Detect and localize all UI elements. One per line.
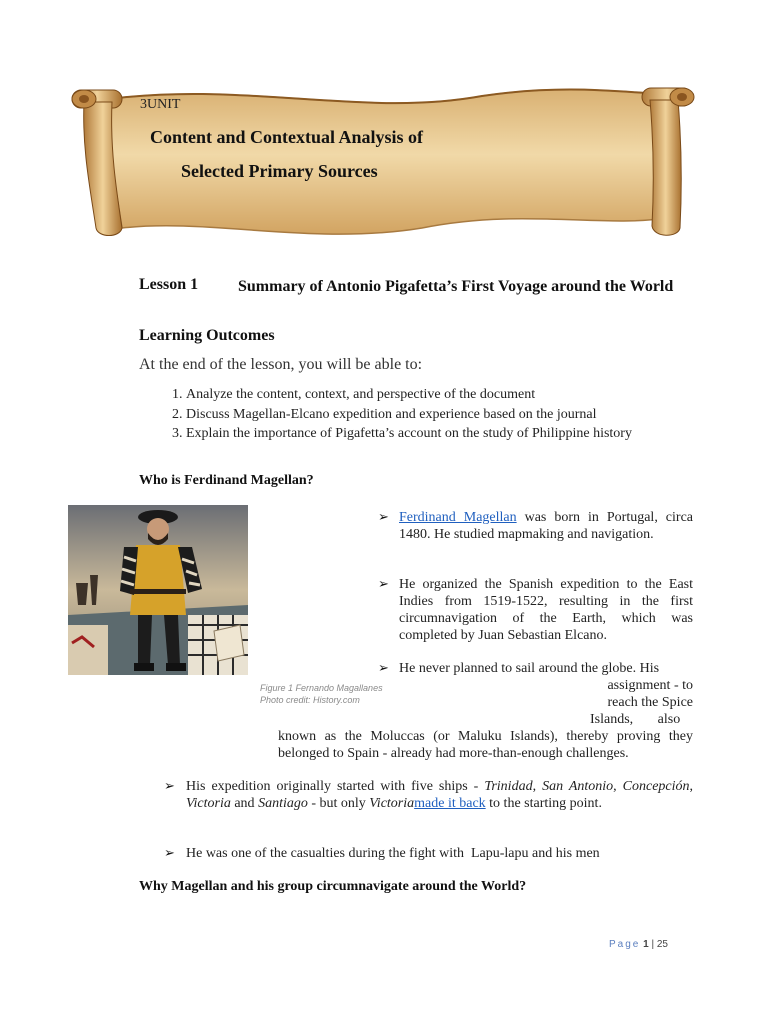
figure-caption-title: Figure 1 Fernando Magallanes (260, 683, 383, 693)
arrow-bullet-icon: ➢ (378, 509, 389, 524)
page-footer (609, 939, 668, 950)
arrow-bullet-icon: ➢ (164, 778, 175, 793)
bullet-never-planned-line4: Islands, also (590, 712, 681, 727)
ship-name: Victoria (369, 796, 415, 811)
bullet-five-ships (186, 778, 693, 812)
lesson-number: Lesson 1 (139, 276, 199, 293)
arrow-bullet-icon: ➢ (378, 660, 389, 675)
ships-text: , (532, 779, 543, 794)
outcome-item: 2. Discuss Magellan-Elcano expedition and experience based on the journal (186, 405, 746, 425)
arrow-bullet-icon: ➢ (378, 576, 389, 591)
ships-text: , (689, 779, 694, 794)
made-it-back-link[interactable]: made it back (414, 796, 486, 811)
ship-name: Concepción (622, 779, 690, 794)
magellan-portrait-image (68, 505, 248, 675)
ships-text: His expedition originally started with five ships - (186, 779, 485, 794)
outcomes-intro: At the end of the lesson, you will be able to: (139, 356, 423, 373)
bullet-expedition: He organized the Spanish expedition to the East Indies from 1519-1522, resulting in the first circumnavigation of the Earth, which was completed by Juan Sebastian Elcano. (399, 577, 693, 643)
ships-text: , (613, 779, 623, 794)
bullet-born (399, 509, 693, 543)
ship-name: Santiago (258, 796, 308, 811)
ship-name: San Antonio (542, 779, 614, 794)
page-sep: | (648, 939, 657, 950)
ships-text: and (230, 796, 259, 811)
page-number: 1 (643, 939, 649, 950)
bullet-never-planned-line1: He never planned to sail around the globe. His (399, 661, 660, 676)
section-heading-magellan: Who is Ferdinand Magellan? (139, 473, 314, 488)
lesson-title: Summary of Antonio Pigafetta’s First Voyage around the World (238, 278, 674, 295)
learning-outcomes-heading: Learning Outcomes (139, 327, 275, 344)
ships-text: to the starting point. (485, 796, 602, 811)
section-heading-why: Why Magellan and his group circumnavigate around the World? (139, 879, 527, 894)
unit-title-line2: Selected Primary Sources (181, 161, 378, 181)
outcome-item: 3. Explain the importance of Pigafetta’s account on the study of Philippine history (186, 424, 746, 444)
bullet-born-text: was born in Portugal, circa 1480. He studied mapmaking and navigation. (399, 510, 693, 542)
bullet-casualty: He was one of the casualties during the fight with Lapu-lapu and his men (186, 846, 600, 861)
outcomes-list (139, 385, 746, 444)
page-total: 25 (656, 939, 668, 950)
ship-name: Victoria (186, 796, 231, 811)
arrow-bullet-icon: ➢ (164, 845, 175, 860)
unit-label: 3UNIT (140, 97, 181, 112)
figure-caption (260, 682, 383, 706)
figure-caption-credit: Photo credit: History.com (260, 695, 360, 705)
ships-text: - but only (307, 796, 370, 811)
outcome-item: 1. Analyze the content, context, and perspective of the document (186, 385, 746, 405)
bullet-never-planned-line3: reach the Spice (607, 695, 693, 710)
unit-title-line1: Content and Contextual Analysis of (150, 127, 424, 147)
bullet-never-planned-rest: known as the Moluccas (or Maluku Islands), thereby proving they belonged to Spain - already had more-than-enough challenges. (278, 729, 693, 761)
bullet-never-planned-line2: assignment - to (607, 678, 693, 693)
page-label: Page (609, 939, 641, 950)
ship-name: Trinidad (484, 779, 533, 794)
ferdinand-magellan-link[interactable]: Ferdinand Magellan (399, 510, 517, 525)
